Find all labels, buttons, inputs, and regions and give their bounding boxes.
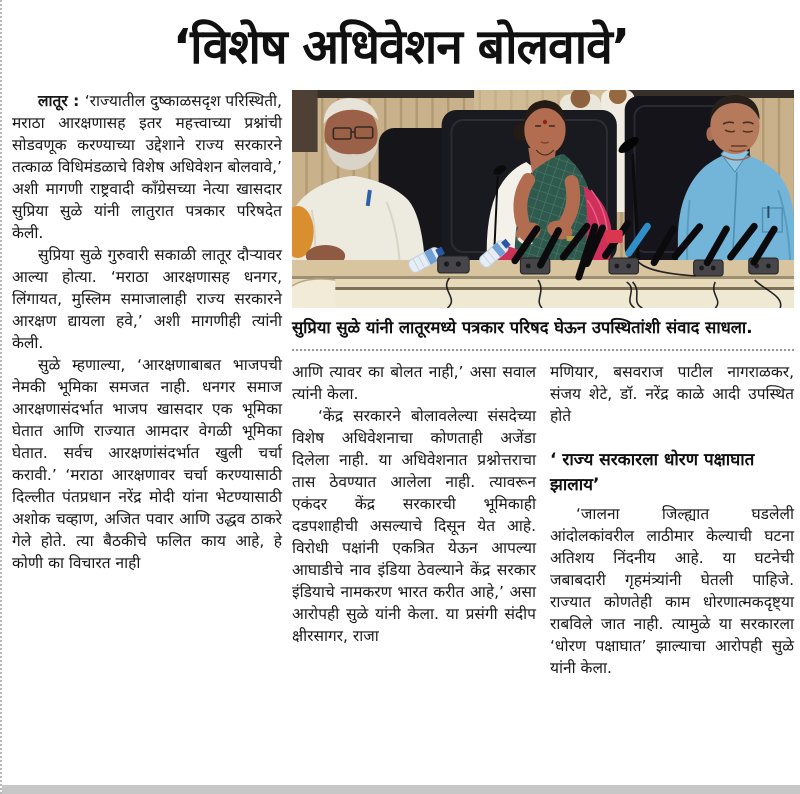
photo-caption: सुप्रिया सुळे यांनी लातूरमध्ये पत्रकार परिषद घेऊन उपस्थितांशी संवाद साधला. [292,318,753,338]
headline: ‘विशेष अधिवेशन बोलवावे’ [172,19,630,75]
article-paragraph: सुळे म्हणाल्या, ‘आरक्षणाबाबत भाजपची नेमकी भूमिका समजत नाही. धनगर समाज आरक्षणासंदर्भात भाजप खासदार एक भूमिका घेतात आणि राज्यात आमदार वेगळी भूमिका घेतात. सर्वच आरक्षणांसंदर्भात खुली चर्चा करावी.’ ‘मराठा आरक्षणावर चर्चा करण्यासाठी दिल्लीत पंतप्रधान नरेंद्र मोदी यांना भेटण्यासाठी अशोक चव्हाण, अजित पवार आणि उद्धव ठाकरे गेले होते. त्या बैठकीचे फलित काय आहे, हे कोणी का विचारत नाही [12,356,282,573]
bottom-divider-bar [2,785,800,794]
article-paragraph: ‘केंद्र सरकारने बोलावलेल्या संसदेच्या विशेष अधिवेशनाचा कोणताही अजेंडा दिलेला नाही. या अधिवेशनात प्रश्नोत्तराचा तास ठेवण्यात आलेला नाही. त्यावरून एकंदर केंद्र सरकारची भूमिकाही दडपशाहीची असल्याचे दिसून येत आहे. विरोधी पक्षांनी एकत्रित येऊन आपल्या आघाडीचे नाव इंडिया ठेवल्याने केंद्र सरकार इंडियाचे नामकरण भारत करीत आहे,’ असा आरोपही सुळे यांनी केला. या प्रसंगी संदीप क्षीरसागर, राजा [292,407,536,646]
article-paragraph [12,90,282,244]
article-paragraph: ‘जालना जिल्ह्यात घडलेली आंदोलकांवरील लाठीमार केल्याची घटना अतिशय निंदनीय आहे. या घटनेची जबाबदारी गृहमंत्र्यांनी घेतली पाहिजे. राज्यात कोणतेही काम धोरणात्मकदृष्ट्या राबविले जात नाही. त्यामुळे या सरकारला ‘धोरण पक्षाघात’ झाल्याचा आरोपही सुळे यांनी केला. [550,505,794,678]
middle-column [292,361,536,679]
article-paragraph: आणि त्यावर का बोलत नाही,’ असा सवाल त्यांनी केला. [292,363,536,404]
dateline: लातूर : [38,92,85,111]
paragraph-text: ‘राज्यातील दुष्काळसदृश परिस्थिती, मराठा आरक्षणासह इतर महत्त्वाच्या प्रश्नांची सोडवणूक करण्याच्या उद्देशाने राज्य सरकारने तत्काळ विधिमंडळाचे विशेष अधिवेशन बोलवावे,’ अशी मागणी राष्ट्रवादी काँग्रेसच्या नेत्या खासदार सुप्रिया सुळे यांनी लातुरात पत्रकार परिषदेत केली. [12,92,282,243]
sub-headline: ‘ राज्य सरकारला धोरण पक्षाघात झालाय’ [550,450,755,496]
right-column [550,361,794,679]
photo-and-columns [292,90,794,679]
press-conference-photo [292,90,794,308]
caption-separator [292,349,794,351]
article-paragraph: मणियार, बसवराज पाटील नागराळकर, संजय शेटे, डॉ. नरेंद्र काळे आदी उपस्थित होते [550,363,794,426]
left-column [12,90,282,679]
article-paragraph: सुप्रिया सुळे गुरुवारी सकाळी लातूर दौऱ्यावर आल्या होत्या. ‘मराठा आरक्षणासह धनगर, लिंगायत, मुस्लिम समाजालाही राज्य सरकारने आरक्षण द्यायला हवे,’ अशी मागणीही त्यांनी केली. [12,246,282,353]
lower-columns [292,361,794,679]
article-body [2,84,800,679]
